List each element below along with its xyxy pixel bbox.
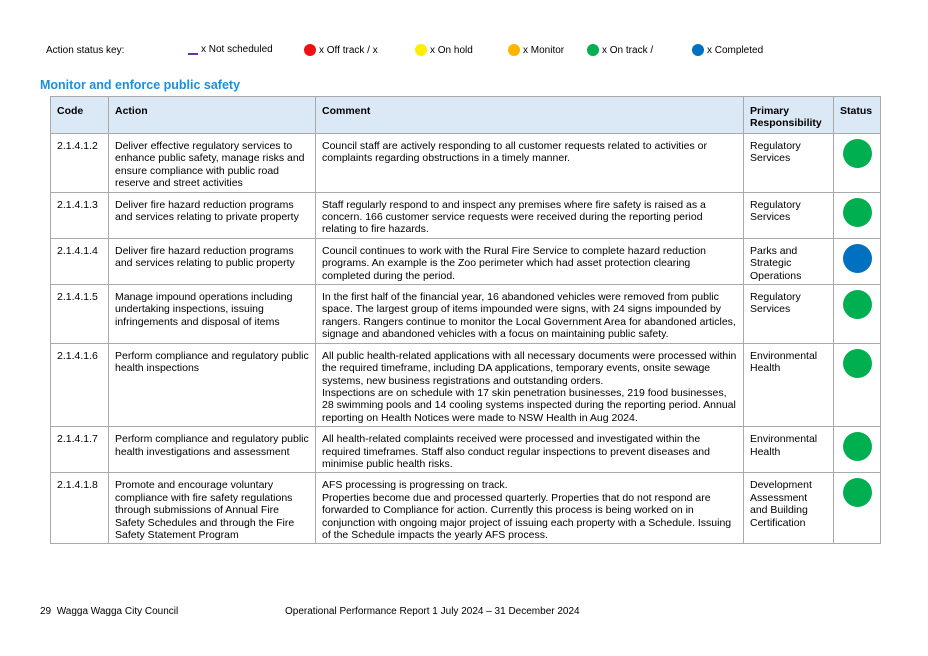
status-key <box>46 44 928 60</box>
key-item-monitor <box>508 44 564 56</box>
footer-report-title: Operational Performance Report 1 July 2024 – 31 December 2024 <box>285 606 580 617</box>
cell-status <box>834 285 881 344</box>
table-header-row <box>51 97 881 134</box>
cell-comment: In the first half of the financial year, 16 abandoned vehicles were removed from public space. The largest group of items impounded were signs, with 24 signs impounded by rangers. Rangers continue to monitor the Local Government Area for abandoned articles, signage and abandoned vehicles with a focus on maintaining public safety. <box>316 285 744 344</box>
key-item-label: x On hold <box>430 44 473 56</box>
cell-responsibility: Parks and Strategic Operations <box>744 238 834 284</box>
key-item-label: x Off track / x <box>319 44 378 56</box>
status-key-label: Action status key: <box>46 45 125 56</box>
header-comment: Comment <box>316 97 744 134</box>
cell-action: Deliver fire hazard reduction programs and services relating to public property <box>109 238 316 284</box>
cell-code: 2.1.4.1.2 <box>51 134 109 193</box>
key-item-label: x Completed <box>707 44 764 56</box>
page-number: 29 <box>40 606 52 617</box>
footer-organisation: Wagga Wagga City Council <box>56 606 179 617</box>
section-title: Monitor and enforce public safety <box>40 78 241 92</box>
red-dot-icon <box>304 44 316 56</box>
cell-status <box>834 134 881 193</box>
cell-comment: All health-related complaints received were processed and investigated within the required timeframes. Staff also conduct regular inspections to prevent diseases and minimise public health risks. <box>316 427 744 473</box>
key-item-off-track <box>304 44 378 56</box>
cell-code: 2.1.4.1.5 <box>51 285 109 344</box>
cell-code: 2.1.4.1.4 <box>51 238 109 284</box>
key-item-on-track <box>587 44 653 56</box>
cell-comment: AFS processing is progressing on track. Properties become due and processed quarterly. Properties that do not respond are forwarded to Compliance for action. Currently this process is being worked on in conjunction with ongoing major project of issuing each property with a Schedule. Issuing of the Schedule impacts the yearly AFS process. <box>316 473 744 544</box>
status-indicator-icon <box>843 139 872 168</box>
cell-responsibility: Environmental Health <box>744 427 834 473</box>
cell-comment: All public health-related applications with all necessary documents were processed within the required timeframe, including DA applications, temporary events, onsite sewage systems, new business registrations and outstanding orders. Inspections are on schedule with 17 skin penetration businesses, 219 food businesses, 28 swimming pools and 14 cooling systems inspected during the reporting period. Annual reporting on Health Notices were made to NSW Health in Aug 2024. <box>316 343 744 426</box>
cell-action: Deliver effective regulatory services to enhance public safety, manage risks and ensure compliance with public road reserve and street activities <box>109 134 316 193</box>
table-row <box>51 427 881 473</box>
yellow-dot-icon <box>415 44 427 56</box>
key-item-label: x Monitor <box>523 44 565 56</box>
footer-left <box>40 606 178 617</box>
table-row <box>51 192 881 238</box>
cell-responsibility: Regulatory Services <box>744 285 834 344</box>
cell-comment: Council continues to work with the Rural Fire Service to complete hazard reduction programs. An example is the Zoo perimeter which had asset protection clearing completed during the period. <box>316 238 744 284</box>
cell-action: Perform compliance and regulatory public health investigations and assessment <box>109 427 316 473</box>
table-row <box>51 238 881 284</box>
cell-action: Deliver fire hazard reduction programs and services relating to private property <box>109 192 316 238</box>
cell-action: Manage impound operations including undertaking inspections, issuing infringements and disposal of items <box>109 285 316 344</box>
status-indicator-icon <box>843 290 872 319</box>
blue-dot-icon <box>692 44 704 56</box>
cell-code: 2.1.4.1.8 <box>51 473 109 544</box>
status-indicator-icon <box>843 198 872 227</box>
cell-responsibility: Regulatory Services <box>744 134 834 193</box>
cell-responsibility: Regulatory Services <box>744 192 834 238</box>
table-row <box>51 285 881 344</box>
cell-status <box>834 427 881 473</box>
status-indicator-icon <box>843 244 872 273</box>
cell-action: Promote and encourage voluntary compliance with fire safety regulations through submissions of Annual Fire Safety Schedules and through the Fire Safety Statement Program <box>109 473 316 544</box>
cell-action: Perform compliance and regulatory public health inspections <box>109 343 316 426</box>
status-indicator-icon <box>843 478 872 507</box>
amber-dot-icon <box>508 44 520 56</box>
actions-table <box>50 96 881 544</box>
cell-status <box>834 192 881 238</box>
key-item-label: x Not scheduled <box>201 44 273 55</box>
cell-code: 2.1.4.1.7 <box>51 427 109 473</box>
table-row <box>51 134 881 193</box>
key-item-on-hold <box>415 44 473 56</box>
cell-code: 2.1.4.1.3 <box>51 192 109 238</box>
header-action: Action <box>109 97 316 134</box>
cell-status <box>834 238 881 284</box>
cell-responsibility: Development Assessment and Building Certification <box>744 473 834 544</box>
table-row <box>51 343 881 426</box>
header-responsibility: Primary Responsibility <box>744 97 834 134</box>
key-item-label: x On track / <box>602 44 654 56</box>
key-item-completed <box>692 44 763 56</box>
table-row <box>51 473 881 544</box>
cell-status <box>834 473 881 544</box>
cell-comment: Council staff are actively responding to all customer requests related to activities or complaints regarding obstructions in a timely manner. <box>316 134 744 193</box>
header-status: Status <box>834 97 881 134</box>
green-dot-icon <box>587 44 599 56</box>
status-indicator-icon <box>843 432 872 461</box>
cell-responsibility: Environmental Health <box>744 343 834 426</box>
dash-icon <box>188 53 198 55</box>
cell-status <box>834 343 881 426</box>
cell-code: 2.1.4.1.6 <box>51 343 109 426</box>
key-item-not-scheduled <box>188 44 273 55</box>
header-code: Code <box>51 97 109 134</box>
status-indicator-icon <box>843 349 872 378</box>
cell-comment: Staff regularly respond to and inspect any premises where fire safety is raised as a concern. 166 customer service requests were received during the reporting period relating to fire hazards. <box>316 192 744 238</box>
